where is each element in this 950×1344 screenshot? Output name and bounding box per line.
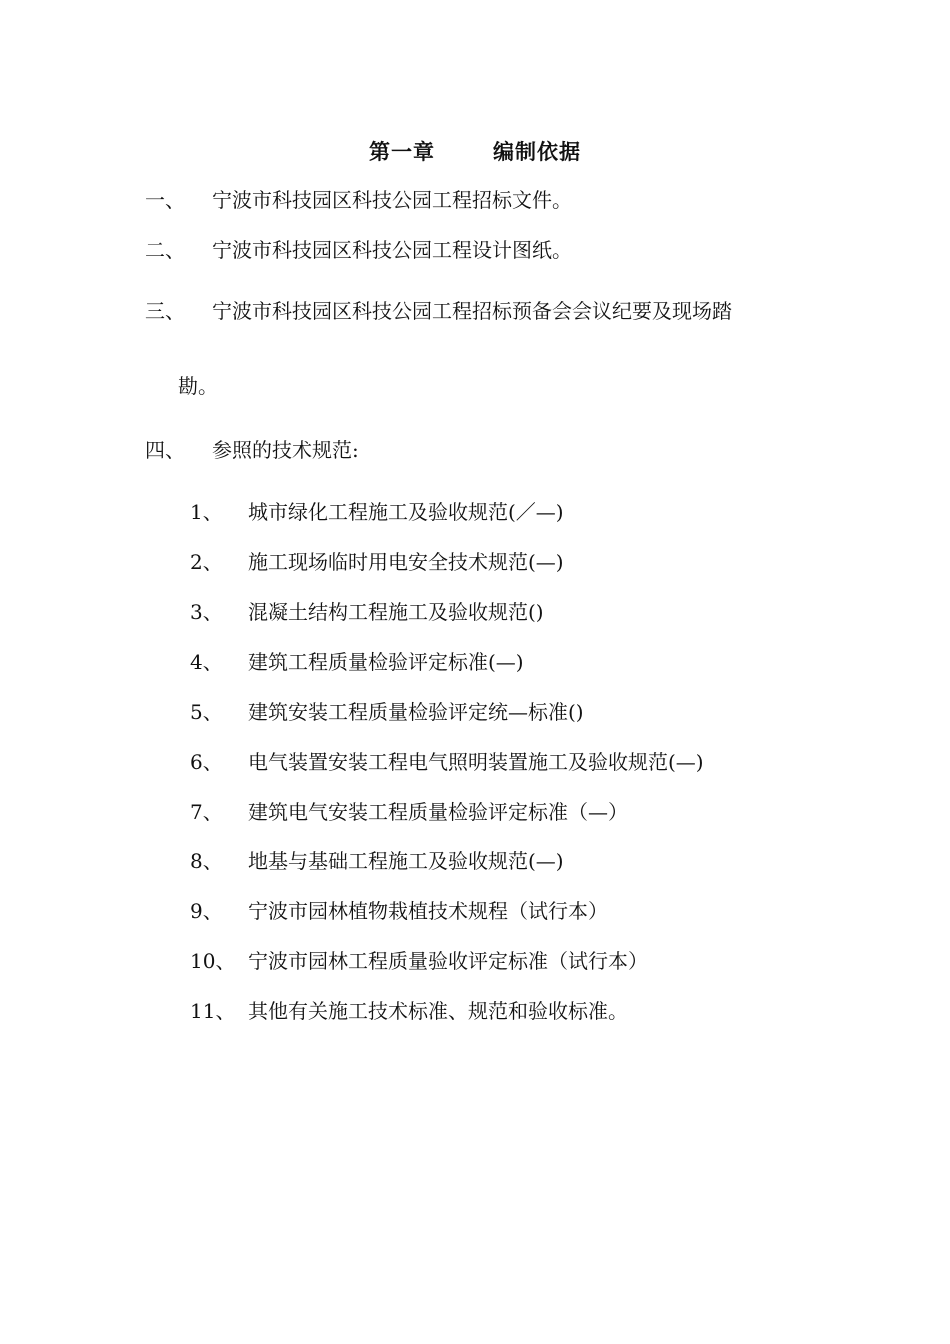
standard-item [190, 548, 890, 576]
standard-item [190, 648, 890, 676]
standard-item [190, 698, 890, 726]
standard-number: 7、 [190, 800, 223, 824]
standard-text: 地基与基础工程施工及验收规范(—) [248, 849, 564, 873]
standard-item [190, 997, 890, 1025]
standard-text: 宁波市园林植物栽植技术规程（试行本） [248, 899, 608, 923]
standard-number: 8、 [190, 849, 223, 873]
standard-item [190, 498, 890, 526]
section-text: 参照的技术规范: [212, 438, 359, 462]
standard-number: 9、 [190, 899, 223, 923]
standard-number: 4、 [190, 650, 223, 674]
section-item [145, 236, 845, 264]
standard-text: 建筑工程质量检验评定标准(—) [248, 650, 524, 674]
standard-item [190, 897, 890, 925]
chapter-label: 第一章 [369, 139, 435, 164]
standard-text: 城市绿化工程施工及验收规范(／—) [248, 500, 564, 524]
standard-number: 6、 [190, 750, 223, 774]
chapter-heading [0, 136, 950, 166]
section-item [145, 297, 845, 325]
standard-text: 建筑电气安装工程质量检验评定标准（—） [248, 800, 628, 824]
section-text: 宁波市科技园区科技公园工程招标文件。 [212, 188, 572, 212]
section-number: 四、 [145, 438, 185, 462]
standard-number: 2、 [190, 550, 223, 574]
standard-text: 施工现场临时用电安全技术规范(—) [248, 550, 564, 574]
standard-item [190, 947, 890, 975]
section-number: 一、 [145, 188, 185, 212]
section-continuation [178, 372, 378, 400]
standard-text: 混凝土结构工程施工及验收规范() [248, 600, 544, 624]
section-text: 宁波市科技园区科技公园工程招标预备会会议纪要及现场踏 [212, 299, 732, 323]
standard-number: 1、 [190, 500, 223, 524]
standard-item [190, 598, 890, 626]
section-number: 三、 [145, 299, 185, 323]
standard-item [190, 748, 890, 776]
section-continuation-text: 勘。 [178, 374, 218, 398]
standard-item [190, 798, 890, 826]
chapter-title: 编制依据 [493, 139, 581, 164]
standard-text: 宁波市园林工程质量验收评定标准（试行本） [248, 949, 648, 973]
section-text: 宁波市科技园区科技公园工程设计图纸。 [212, 238, 572, 262]
standard-text: 其他有关施工技术标准、规范和验收标准。 [248, 999, 628, 1023]
standard-number: 10、 [190, 949, 236, 973]
section-number: 二、 [145, 238, 185, 262]
standard-number: 5、 [190, 700, 223, 724]
standard-number: 11、 [190, 999, 236, 1023]
standard-item [190, 847, 890, 875]
section-item [145, 186, 845, 214]
standard-number: 3、 [190, 600, 223, 624]
standard-text: 电气装置安装工程电气照明装置施工及验收规范(—) [248, 750, 704, 774]
standard-text: 建筑安装工程质量检验评定统—标准() [248, 700, 584, 724]
section-item [145, 436, 845, 464]
